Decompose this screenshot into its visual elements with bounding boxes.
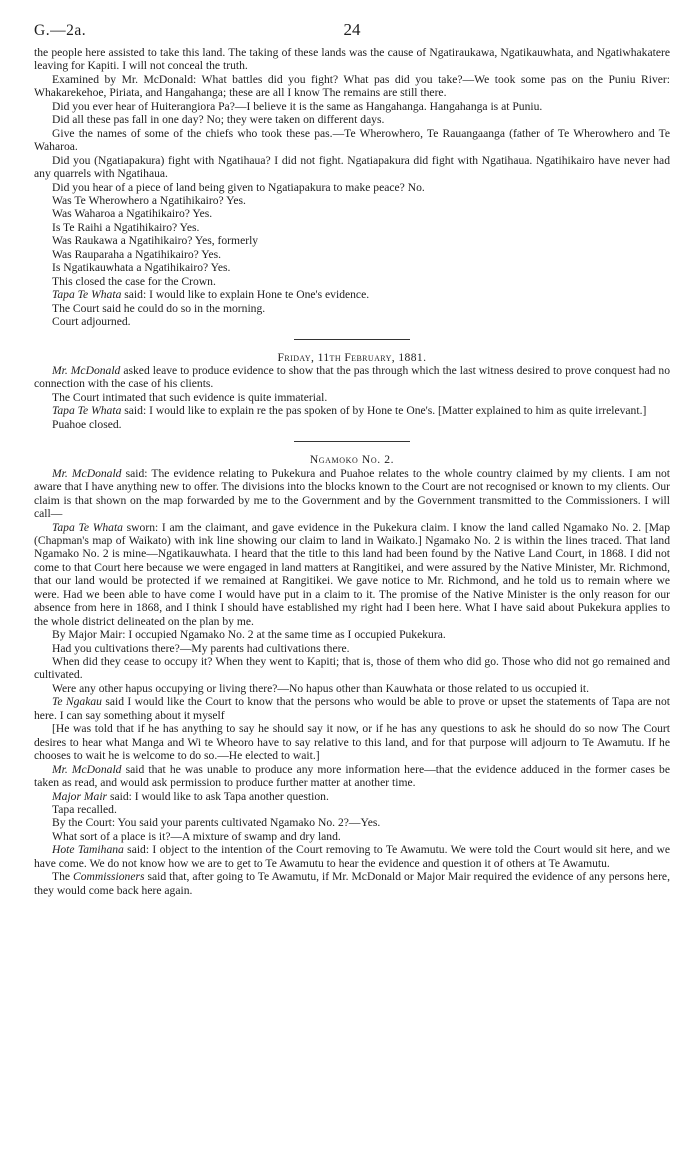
paragraph: Tapa recalled. [52,803,117,817]
speaker-name: Mr. McDonald [52,762,122,776]
speaker-text: said: I would like to ask Tapa another question. [107,789,329,803]
paragraph: Court adjourned. [52,315,131,329]
paragraph: Give the names of some of the chiefs who took these pas.—Te Wherowhero, Te Rauangaanga (father of Te Wherowhero and Te Waharoa. [34,126,670,154]
paragraph: the people here assisted to take this land. The taking of these lands was the cause of Ngatiraukawa, Ngatikauwhata, and Ngatiwhakatere leaving for Kapiti. I will not conceal the truth. [34,46,670,73]
question-line: Is Te Raihi a Ngatihikairo? Yes. [52,220,200,234]
question-line: Was Raukawa a Ngatihikairo? Yes, formerly [52,234,259,248]
paragraph: Did all these pas fall in one day? No; they were taken on different days. [52,113,385,127]
page-number: 24 [343,20,361,39]
paragraph: [He was told that if he has anything to say he should say it now, or if he has any questions to ask he should do so now The Court desires to hear what Manga and Wi te Wheoro have to say relative to this land, and for that purpose will adjourn to Te Awamutu. If he chooses to wait he is welcome to do so.—He elected to wait.] [34,722,670,763]
paragraph [34,695,670,722]
speaker-name: Tapa Te Whata [52,404,122,418]
paragraph: Did you ever hear of Huiterangiora Pa?—I believe it is the same as Hangahanga. Hangahanga is at Puniu. [52,99,543,113]
speaker-name: Major Mair [52,789,108,803]
speaker-text: said that he was unable to produce any more information here—that the evidence adduced in the former cases be taken as read, and would ask permission to produce further matter at another time. [34,762,670,790]
paragraph [34,870,670,897]
paragraph [34,521,670,629]
paragraph: Examined by Mr. McDonald: What battles did you fight? What pas did you take?—We took some pas on the Puniu River: Whakarekehoe, Piriata, and Hangahanga; these are all I know The remains are still there. [34,72,670,100]
paragraph: Puahoe closed. [52,417,122,431]
document-body [34,46,670,897]
speaker-name: Hote Tamihana [52,843,124,857]
speaker-name: Tapa Te Whata [52,520,123,534]
speaker-text: said I would like the Court to know that the persons who would be able to prove or upset the statements of Tapa are not here. I can say something about it myself [34,695,670,722]
speaker-name: Mr. McDonald [52,363,121,377]
paragraph: By Major Mair: I occupied Ngamako No. 2 at the same time as I occupied Pukekura. [52,628,446,642]
page-header [34,16,670,46]
paragraph: The Court said he could do so in the morning. [52,301,266,315]
paragraph: Had you cultivations there?—My parents had cultivations there. [52,641,350,655]
speaker-text: said: The evidence relating to Pukekura and Puahoe relates to the whole country claimed by my clients. I am not aware that I have anything new to offer. The divisions into the blocks known to the Court are not recognised or known to my clients. Our claim is that shown on the map forwarded by me to the Government and by the Government transmitted to the Commissioners. I will call— [34,466,671,521]
question-line: Was Waharoa a Ngatihikairo? Yes. [52,207,213,221]
section-divider [294,339,410,340]
document-page [34,16,670,897]
paragraph [34,404,670,417]
speaker-text: asked leave to produce evidence to show that the pas through which the last witness desired to prove conquest had no connection with the case of his clients. [34,363,670,391]
date-heading: Friday, 11th February, 1881. [277,350,427,364]
paragraph: The Court intimated that such evidence is quite immaterial. [52,390,328,404]
speaker-text: sworn: I am the claimant, and gave evidence in the Pukekura claim. I know the land called Ngamako No. 2. [Map (Chapman's map of Waikato) with ink line showing our claim to land in Waikato.] Ngamako No. 2 is within the lines traced. That land Ngamako No. 2 is mine—Ngatikauwhata. I heard that the title to this land had been found by the Native Land Court, in 1868. I did not come to that Court here because we were engaged in land matters at Rangitikei, and were assured by the Native Minister, Mr. Richmond, that our land would be protected if we remained at Rangitikei. We gave notice to Mr. Richmond, and he told us to remain where we were. Had we been able to have come I would have put in a claim to it. The promise of the Native Minister is the only reason for our absence from here in 1868, and I think I should have established my right had I been here. What I have said about Pukekura applies to the whole district delineated on the plan by me. [34,520,670,628]
speaker-name: Commissioners [73,870,145,884]
paragraph [34,364,670,391]
question-line: Was Rauparaha a Ngatihikairo? Yes. [52,247,222,261]
paragraph: What sort of a place is it?—A mixture of swamp and dry land. [52,829,341,843]
paragraph: By the Court: You said your parents cultivated Ngamako No. 2?—Yes. [52,816,381,830]
case-title: Ngamoko No. 2. [309,453,395,467]
case-closed-line: This closed the case for the Crown. [52,274,216,288]
section-divider [294,441,410,442]
paragraph [34,288,670,301]
paragraph [34,467,670,521]
paragraph: When did they cease to occupy it? When they went to Kapiti; that is, those of them who did go. Those who did not go remained and cultivated. [34,655,670,682]
speaker-name: Tapa Te Whata [52,288,122,302]
speaker-text: said: I would like to explain re the pas spoken of by Hone te One's. [Matter explained to him as quite irrelevant.] [121,404,647,418]
paragraph [34,843,670,870]
speaker-name: Te Ngakau [52,695,102,709]
paragraph [34,790,670,803]
speaker-text: said: I would like to explain Hone te One's evidence. [121,288,370,302]
paragraph [34,763,670,790]
question-line: Is Ngatikauwhata a Ngatihikairo? Yes. [52,261,231,275]
speaker-name: Mr. McDonald [52,466,122,480]
speaker-text: said that, after going to Te Awamutu, if Mr. McDonald or Major Mair required the evidence of any persons here, they would come back here again. [34,870,670,897]
series-reference: G.—2a. [34,22,87,39]
speaker-text: said: I object to the intention of the Court removing to Te Awamutu. We were told the Court would sit here, and we have come. We do not know how we are to get to Te Awamutu to hear the evidence and question it of others at Te Awamutu. [34,843,670,870]
speaker-prefix: The [52,870,73,884]
paragraph: Did you (Ngatiapakura) fight with Ngatihaua? I did not fight. Ngatiapakura did fight with Ngatihaua. Ngatihikairo have never had any quarrels with Ngatihaua. [34,153,670,181]
paragraph: Did you hear of a piece of land being given to Ngatiapakura to make peace? No. [52,180,425,194]
paragraph: Were any other hapus occupying or living there?—No hapus other than Kauwhata or those related to us occupied it. [52,681,590,695]
question-line: Was Te Wherowhero a Ngatihikairo? Yes. [52,193,246,207]
